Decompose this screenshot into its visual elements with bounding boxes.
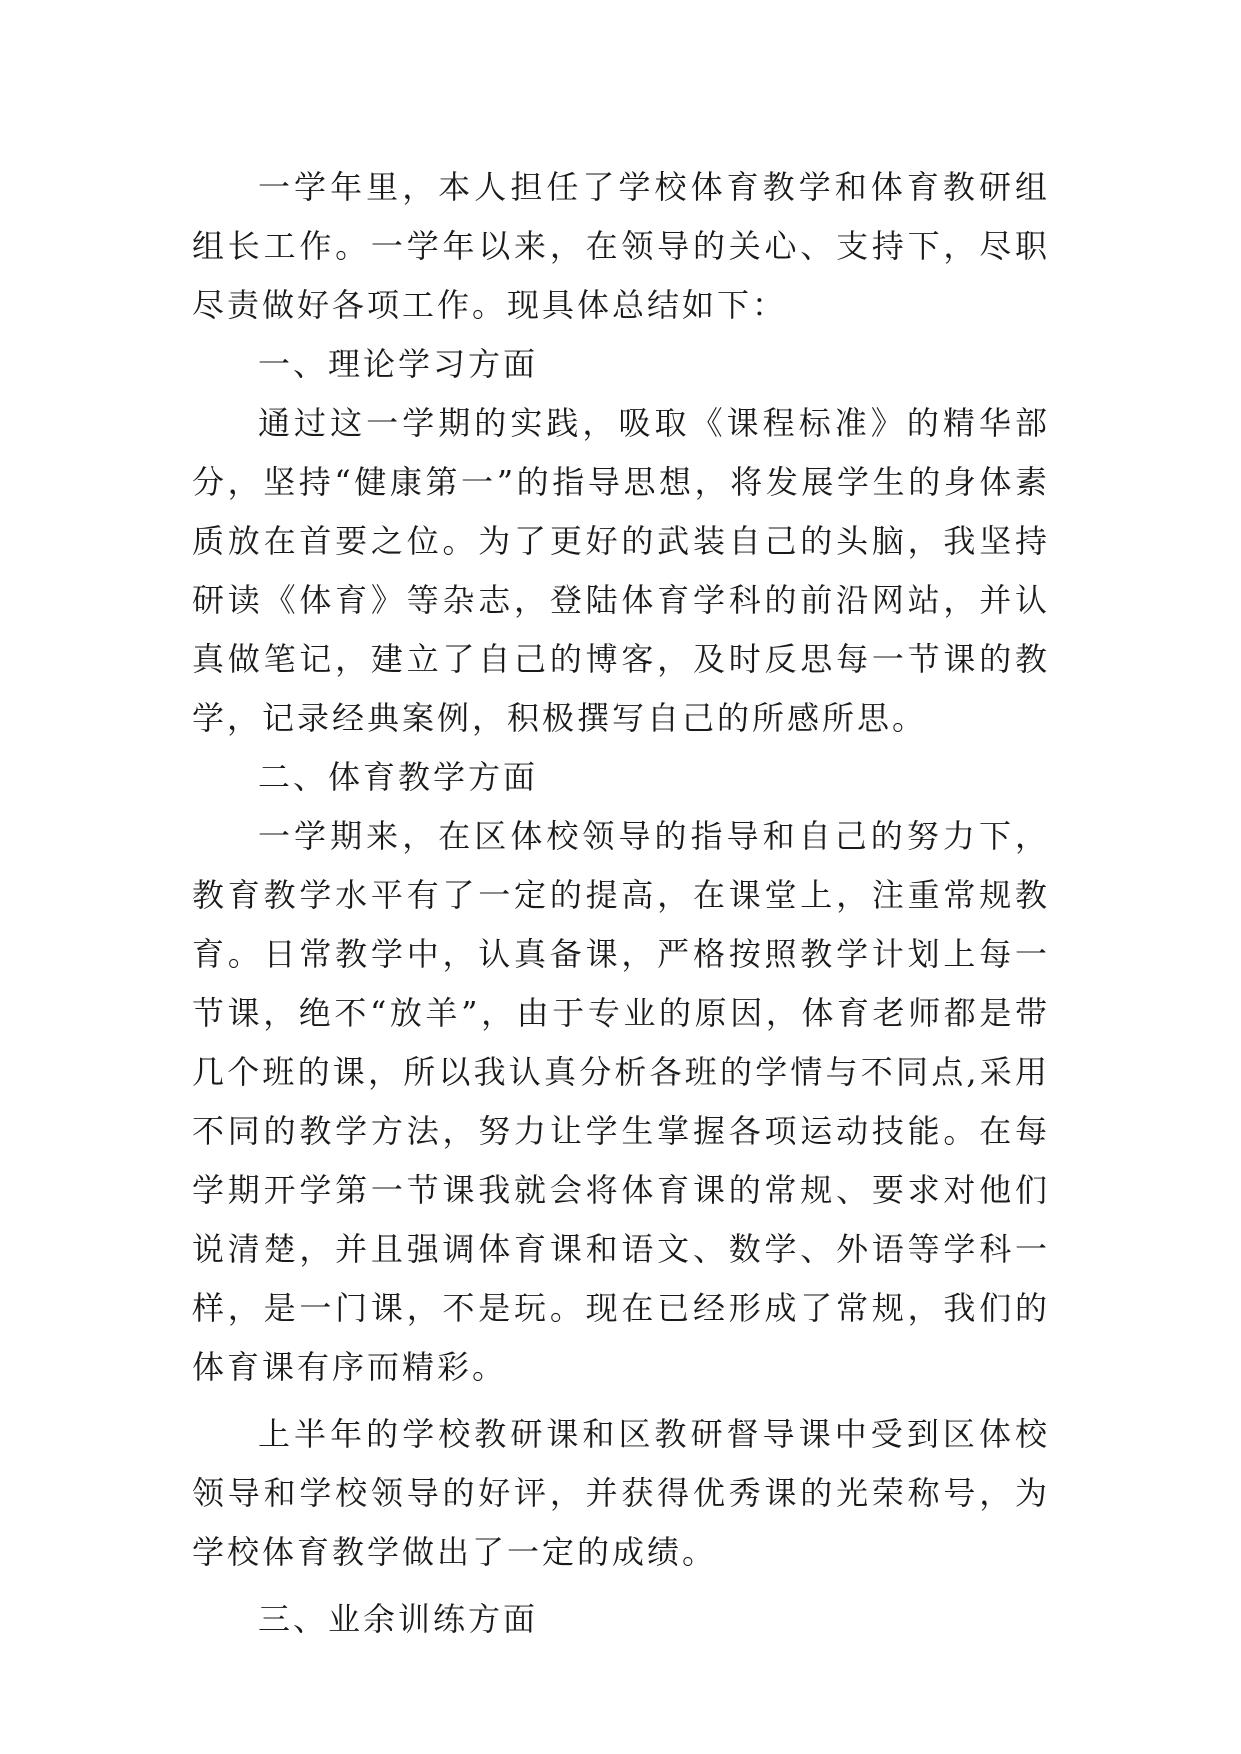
achievement-paragraph: 上半年的学校教研课和区教研督导课中受到区体校领导和学校领导的好评，并获得优秀课的光荣称号，为学校体育教学做出了一定的成绩。 — [192, 1415, 1050, 1571]
section-heading-theory: 一、理论学习方面 — [258, 345, 539, 383]
intro-paragraph: 一学年里，本人担任了学校体育教学和体育教研组组长工作。一学年以来，在领导的关心、支持下，尽职尽责做好各项工作。现具体总结如下： — [192, 168, 1050, 324]
theory-paragraph: 通过这一学期的实践，吸取《课程标准》的精华部分，坚持“健康第一”的指导思想，将发展学生的身体素质放在首要之位。为了更好的武装自己的头脑，我坚持研读《体育》等杂志，登陆体育学科的前沿网站，并认真做笔记，建立了自己的博客，及时反思每一节课的教学，记录经典案例，积极撰写自己的所感所思。 — [192, 404, 1050, 737]
section-heading-training: 三、业余训练方面 — [258, 1600, 539, 1638]
teaching-paragraph: 一学期来，在区体校领导的指导和自己的努力下，教育教学水平有了一定的提高，在课堂上，注重常规教育。日常教学中，认真备课，严格按照教学计划上每一节课，绝不“放羊”，由于专业的原因，体育老师都是带几个班的课，所以我认真分析各班的学情与不同点,采用不同的教学方法，努力让学生掌握各项运动技能。在每学期开学第一节课我就会将体育课的常规、要求对他们说清楚，并且强调体育课和语文、数学、外语等学科一样，是一门课，不是玩。现在已经形成了常规，我们的体育课有序而精彩。 — [192, 817, 1050, 1386]
section-heading-teaching: 二、体育教学方面 — [258, 758, 539, 796]
document-body — [192, 158, 1050, 1649]
